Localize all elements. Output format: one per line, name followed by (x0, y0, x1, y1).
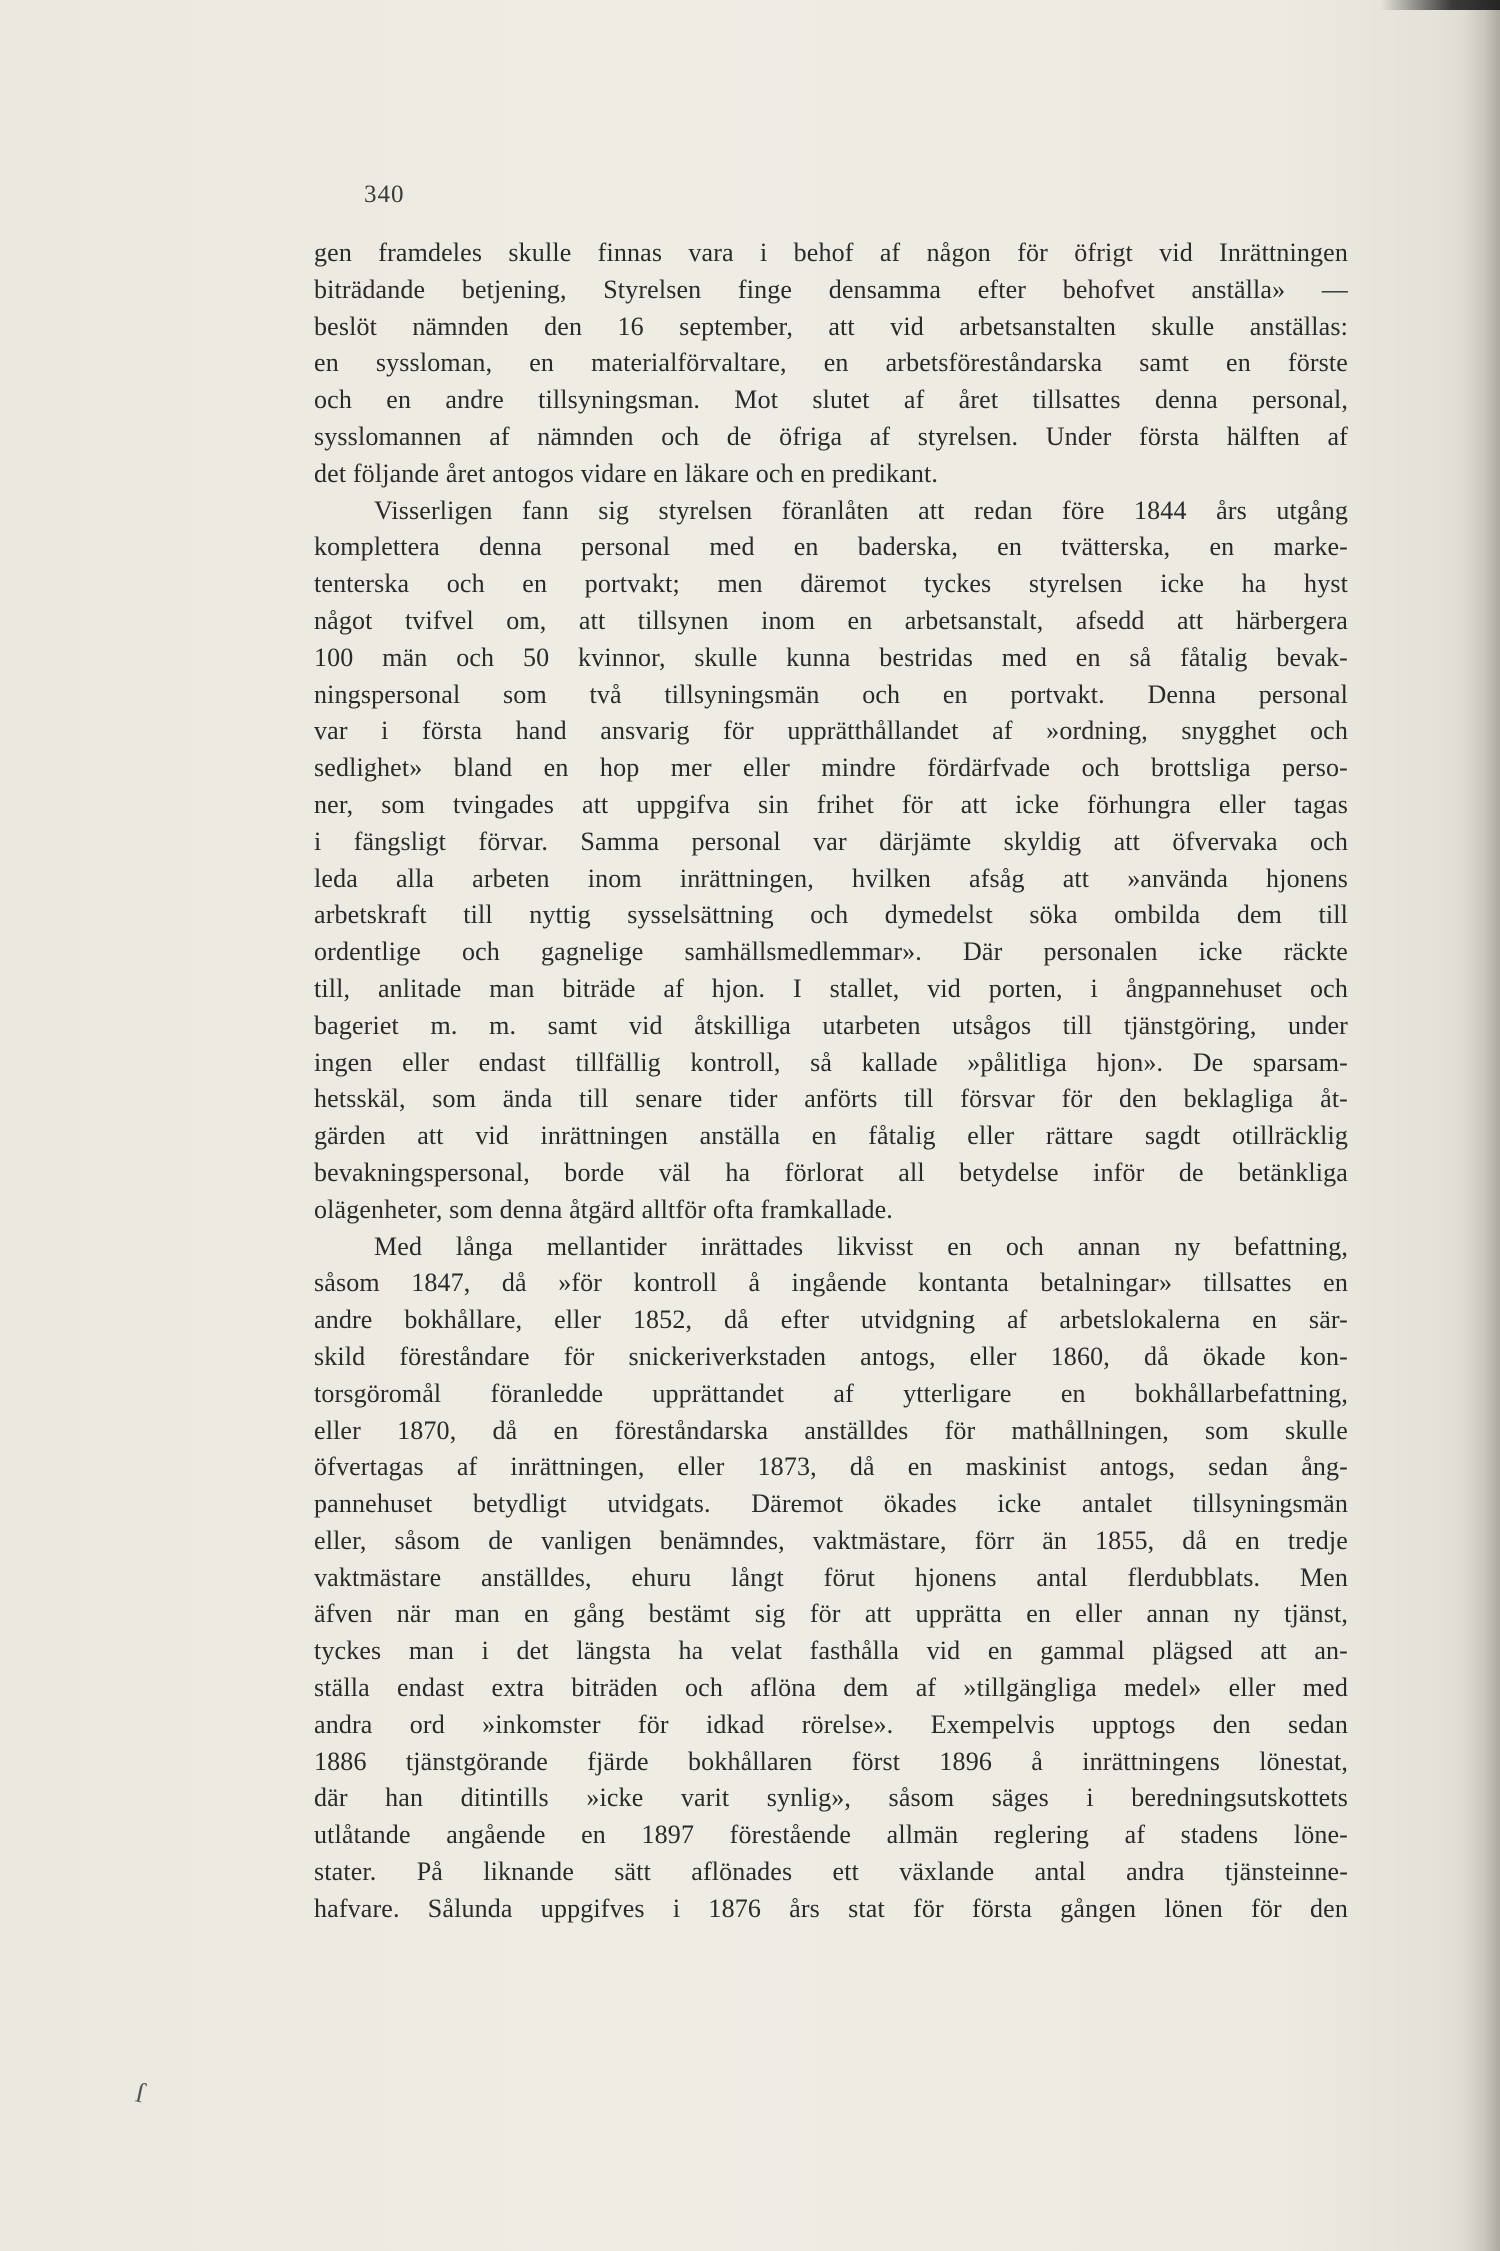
scan-corner-mark (1380, 0, 1500, 10)
text-line: pannehuset betydligt utvidgats. Däremot ökades icke antalet tillsyningsmän (314, 1489, 1348, 1519)
text-line: leda alla arbeten inom inrättningen, hvilken afsåg att »använda hjonens (314, 863, 1348, 893)
text-line: komplettera denna personal med en baderska, en tvätterska, en marke- (314, 532, 1348, 562)
text-line: öfvertagas af inrättningen, eller 1873, då en maskinist antogs, sedan ång- (314, 1452, 1348, 1482)
text-line: en syssloman, en materialförvaltare, en arbetsföreståndarska samt en förste (314, 348, 1348, 378)
text-line: utlåtande angående en 1897 förestående allmän reglering af stadens löne- (314, 1820, 1348, 1850)
text-line: såsom 1847, då »för kontroll å ingående kontanta betalningar» tillsattes en (314, 1268, 1348, 1298)
text-line: arbetskraft till nyttig sysselsättning och dymedelst söka ombilda dem till (314, 900, 1348, 930)
text-line: gen framdeles skulle finnas vara i behof af någon för öfrigt vid Inrättningen (314, 238, 1348, 267)
text-line: tyckes man i det längsta ha velat fasthålla vid en gammal plägsed att an- (314, 1636, 1348, 1666)
text-line: sedlighet» bland en hop mer eller mindre fördärfvade och brottsliga perso- (314, 753, 1348, 783)
text-line: äfven när man en gång bestämt sig för att upprätta en eller annan ny tjänst, (314, 1599, 1348, 1629)
text-line: stater. På liknande sätt aflönades ett växlande antal andra tjänsteinne- (314, 1857, 1348, 1887)
text-line: eller, såsom de vanligen benämndes, vaktmästare, förr än 1855, då en tredje (314, 1525, 1348, 1555)
text-line: till, anlitade man biträde af hjon. I stallet, vid porten, i ångpannehuset och (314, 973, 1348, 1003)
text-line: olägenheter, som denna åtgärd alltför ofta framkallade. (314, 1194, 893, 1224)
text-line: och en andre tillsyningsman. Mot slutet af året tillsattes denna personal, (314, 385, 1348, 415)
text-line: det följande året antogos vidare en läkare och en predikant. (314, 458, 939, 488)
text-line: 1886 tjänstgörande fjärde bokhållaren först 1896 å inrättningens lönestat, (314, 1746, 1348, 1776)
text-line: hafvare. Sålunda uppgifves i 1876 års stat för första gången lönen för den (314, 1893, 1348, 1923)
text-line: andra ord »inkomster för idkad rörelse». Exempelvis upptogs den sedan (314, 1709, 1348, 1739)
body-text (314, 235, 1348, 1928)
text-line: bageriet m. m. samt vid åtskilliga utarbeten utsågos till tjänstgöring, under (314, 1010, 1348, 1040)
text-line: torsgöromål föranledde upprättandet af ytterligare en bokhållarbefattning, (314, 1378, 1348, 1408)
text-line: i fängsligt förvar. Samma personal var därjämte skyldig att öfvervaka och (314, 826, 1348, 856)
text-line: ordentlige och gagnelige samhällsmedlemmar». Där personalen icke räckte (314, 937, 1348, 967)
text-line: eller 1870, då en föreståndarska anställdes för mathållningen, som skulle (314, 1415, 1348, 1445)
text-line: hetsskäl, som ända till senare tider anförts till försvar för den beklagliga åt- (314, 1084, 1348, 1114)
text-line: var i första hand ansvarig för upprätthållandet af »ordning, snygghet och (314, 716, 1348, 746)
page-number: 340 (364, 181, 405, 208)
text-line: 100 män och 50 kvinnor, skulle kunna bestridas med en så fåtalig bevak- (314, 642, 1348, 672)
text-line: sysslomannen af nämnden och de öfriga af styrelsen. Under första hälften af (314, 421, 1348, 451)
text-line: bevakningspersonal, borde väl ha förlorat all betydelse inför de betänkliga (314, 1157, 1348, 1187)
text-line: Med långa mellantider inrättades likvisst en och annan ny befattning, (374, 1231, 1348, 1261)
text-line: ställa endast extra biträden och aflöna dem af »tillgängliga medel» eller med (314, 1673, 1348, 1703)
text-line: gärden att vid inrättningen anställa en fåtalig eller rättare sagdt otillräcklig (314, 1121, 1348, 1151)
text-line: vaktmästare anställdes, ehuru långt förut hjonens antal flerdubblats. Men (314, 1562, 1348, 1592)
text-line: ingen eller endast tillfällig kontroll, så kallade »pålitliga hjon». De sparsam- (314, 1047, 1348, 1077)
text-line: något tvifvel om, att tillsynen inom en arbetsanstalt, afsedd att härbergera (314, 605, 1348, 635)
text-line: där han ditintills »icke varit synlig», såsom säges i beredningsutskottets (314, 1783, 1348, 1813)
text-line: beslöt nämnden den 16 september, att vid arbetsanstalten skulle anställas: (314, 311, 1348, 341)
text-line: ningspersonal som två tillsyningsmän och en portvakt. Denna personal (314, 679, 1348, 709)
text-line: andre bokhållare, eller 1852, då efter utvidgning af arbetslokalerna en sär- (314, 1305, 1348, 1335)
text-line: skild föreståndare för snickeriverkstaden antogs, eller 1860, då ökade kon- (314, 1341, 1348, 1371)
stray-ink-mark: ſ (132, 2077, 148, 2110)
text-line: tenterska och en portvakt; men däremot tyckes styrelsen icke ha hyst (314, 569, 1348, 599)
text-line: Visserligen fann sig styrelsen föranlåten att redan före 1844 års utgång (374, 495, 1348, 525)
text-line: biträdande betjening, Styrelsen finge densamma efter behofvet anställa» — (314, 274, 1348, 304)
text-line: ner, som tvingades att uppgifva sin frihet för att icke förhungra eller tagas (314, 789, 1348, 819)
page-edge-shadow (1462, 0, 1500, 2251)
